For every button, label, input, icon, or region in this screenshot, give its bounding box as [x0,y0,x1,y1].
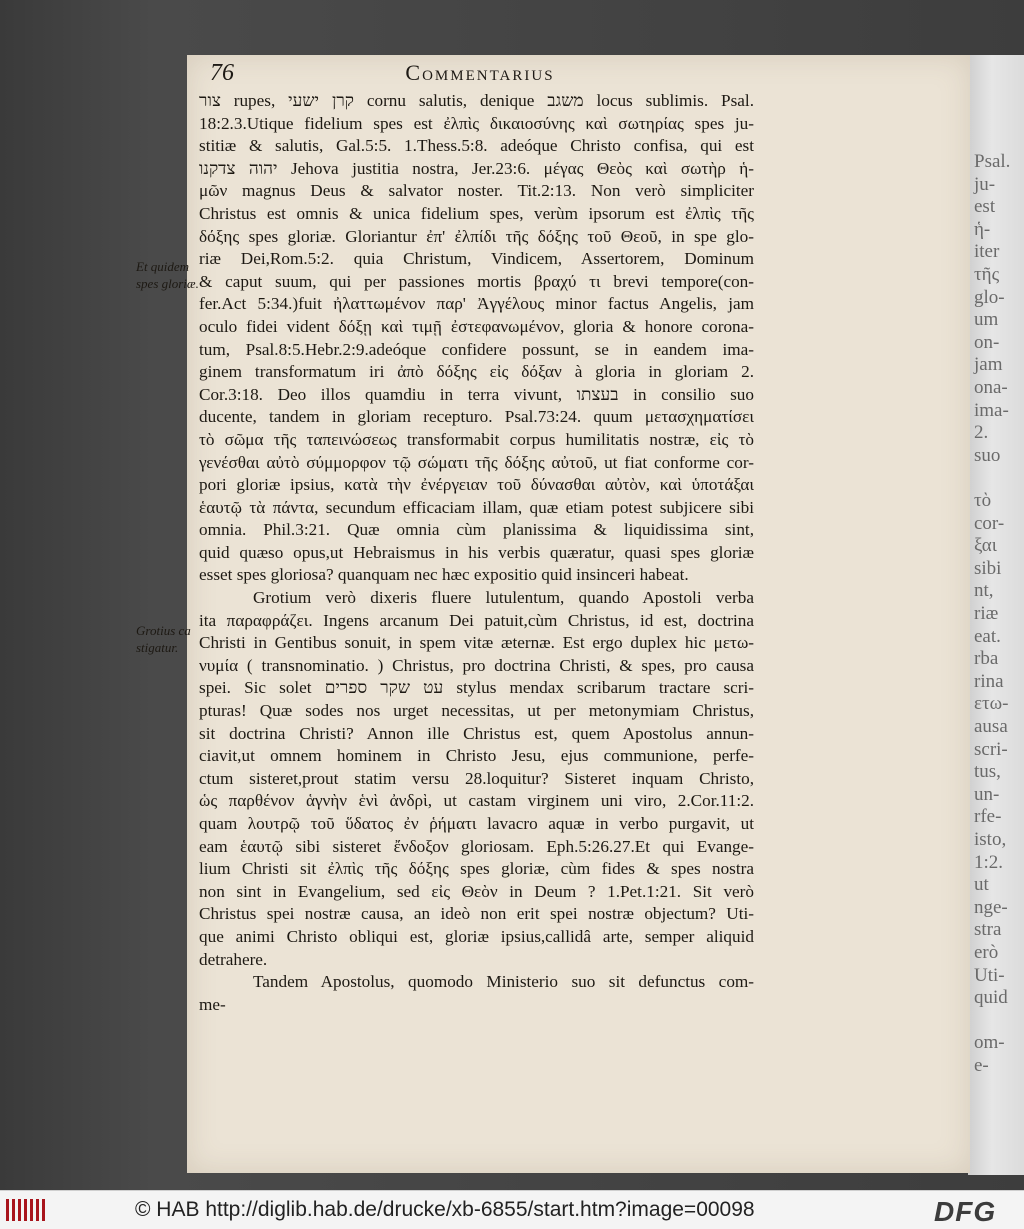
next-page-fragment: 2. [974,422,989,444]
next-page-edge [968,55,1024,1175]
hab-logo-icon[interactable] [6,1199,46,1221]
running-head: Commentarius [405,60,555,85]
next-page-fragment: iter [974,241,1000,263]
text-line: 18:2.3.Utique fidelium spes est ἐλπὶς δικαιοσύνης καὶ σωτηρίας spes ju- [199,113,754,133]
text-line: ducente, tandem in gloriam recepturo. Psal.73:24. quum μετασχηματίσει [199,407,754,427]
next-page-fragment: stra [974,919,1002,941]
page-header [210,60,750,90]
text-line: ὡς παρθένον ἁγνὴν ἑνὶ ἀνδρὶ, ut castam virginem uni viro, 2.Cor.11:2. [199,791,754,811]
margin-note-spes-gloriae: Et quidem spes gloriæ. [136,259,199,291]
next-page-fragment: e- [974,1055,989,1076]
page-number: 76 [210,60,234,86]
next-page-fragment: ἡ- [974,218,991,240]
body-text [199,90,754,1016]
text-line: Christi in Gentibus sonuit, in spem vitæ æternæ. Est ergo duplex hic μετω- [199,633,754,653]
next-page-fragment: τὸ [974,490,992,511]
text-line: Cor.3:18. Deo illos quamdiu in terra vivunt, בעצתו in consilio suo [199,384,754,404]
text-line: spei. Sic solet עט שקר ספרים stylus mendax scribarum tractare scri- [199,678,754,698]
text-line: eam ἑαυτῷ sibi sisteret ἔνδοξον gloriosam. Eph.5:26.27.Et qui Evange- [199,836,754,856]
next-page-fragment: glo- [974,286,1005,308]
text-line: צור rupes, קרן ישעי cornu salutis, denique משגב locus sublimis. Psal. [199,91,754,110]
text-line: & caput suum, qui per passiones mortis βραχύ τι brevi tempore(con- [199,271,754,291]
text-line: δόξης spes gloriæ. Gloriantur ἐπ' ἐλπίδι τῆς δόξης τοῦ Θεοῦ, in spe glo- [199,226,754,246]
text-line: Tandem Apostolus, quomodo Ministerio suo sit defunctus com- [253,972,754,992]
next-page-fragment: tus, [974,761,1001,783]
next-page-fragment: scri- [974,738,1008,760]
text-line: oculo fidei vident δόξῃ καὶ τιμῇ ἐστεφανωμένον, gloria & honore corona- [199,316,754,336]
next-page-fragment: isto, [974,829,1007,850]
next-page-fragment: jam [974,354,1003,376]
text-line: pori gloriæ ipsius, κατὰ τὴν ἐνέργειαν τοῦ δύνασθαι αὐτὸν, καὶ ὑποτάξαι [199,475,754,495]
next-page-fragment: rba [974,648,999,670]
text-line: quid quæso opus,ut Hebraismus in his verbis quæratur, quasi spes gloriæ [199,542,754,562]
text-line: esset spes gloriosa? quanquam nec hæc expositio quid insinceri habeat. [199,565,689,585]
next-page-fragment: nt, [974,580,994,602]
text-line: fer.Act 5:34.)fuit ἠλαττωμένον παρ' Ἀγγέλους minor factus Angelis, jam [199,294,754,314]
text-line: ctum sisteret,prout statim versu 28.loquitur? Sisteret inquam Christo, [199,768,754,788]
next-page-fragment: ετω- [974,693,1009,715]
next-page-fragment: sibi [974,557,1002,579]
text-line: ἑαυτῷ τὰ πάντα, secundum efficaciam illam, quæ etiam potest subjicere sibi [199,497,754,517]
next-page-fragment: rina [974,670,1004,692]
text-line: γενέσθαι αὐτὸ σύμμορφον τῷ σώματι τῆς δόξης αὐτοῦ, ut fiat conforme cor- [199,452,754,472]
text-line: Christus spei nostræ causa, an ideò non erit spei nostræ objectum? Uti- [199,904,754,924]
text-line: pturas! Quæ sodes nos urget necessitas, ut per metonymiam Christus, [199,701,754,721]
text-line: tum, Psal.8:5.Hebr.2:9.adeóque confidere possunt, se in eandem ima- [199,339,754,359]
next-page-fragment: ima- [974,399,1009,421]
next-page-fragment: rfe- [974,806,1002,828]
next-page-fragment: suo [974,444,1001,466]
text-line: me- [199,994,226,1014]
next-page-fragment: Psal. [974,151,1011,172]
text-line: omnia. Phil.3:21. Quæ omnia cùm planissima & liquidissima sint, [199,520,754,540]
next-page-fragment: ξαι [974,535,997,557]
text-line: τὸ σῶμα τῆς ταπεινώσεως transformabit corpus humilitatis nostræ, εἰς τὸ [199,429,754,449]
footer-bar [0,1190,1024,1229]
next-page-fragment: ju- [974,173,996,195]
dfg-logo[interactable]: DFG [934,1196,997,1227]
next-page-fragment: est [974,196,996,218]
text-line: ginem transformatum iri ἀπὸ δόξης εἰς δόξαν à gloria in gloriam 2. [199,362,754,382]
next-page-fragment: ona- [974,377,1008,398]
text-line: detrahere. [199,949,268,969]
next-page-fragment: ausa [974,716,1008,737]
next-page-fragment: Uti- [974,964,1005,986]
text-line: Christus est omnis & unica fidelium spes, verùm ipsorum est ἐλπὶς τῆς [199,203,754,223]
next-page-fragment: on- [974,331,1000,353]
next-page-fragment: nge- [974,896,1008,918]
text-line: non sint in Evangelium, sed εἰς Θεὸν in Deum ? 1.Pet.1:21. Sit verò [199,881,754,901]
next-page-fragment: om- [974,1032,1005,1054]
text-line: ciavit,ut omnem hominem in Christo Jesu, ejus communione, perfe- [199,746,754,766]
next-page-fragment: eat. [974,625,1001,647]
copyright-link[interactable]: © HAB http://diglib.hab.de/drucke/xb-6855/start.htm?image=00098 [135,1198,755,1221]
next-page-fragment: um [974,309,999,331]
text-line: Grotium verò dixeris fluere lutulentum, quando Apostoli verba [253,588,754,608]
text-line: stitiæ & salutis, Gal.5:5. 1.Thess.5:8. adeóque Christo confisa, qui est [199,136,754,156]
text-line: μῶν magnus Deus & salvator noster. Tit.2:13. Non verò simpliciter [199,181,754,201]
text-line: quam λουτρῷ τοῦ ὕδατος ἐν ῥήματι lavacro aquæ in verbo purgavit, ut [199,814,754,833]
text-line: νυμία ( transnominatio. ) Christus, pro doctrina Christi, & spes, pro causa [199,655,754,675]
margin-note-grotius: Grotius ca stigatur. [136,623,191,655]
next-page-fragment: 1:2. [974,851,1004,873]
text-line: que animi Christo obliqui est, gloriæ ipsius,callidâ arte, semper aliquid [199,926,754,946]
text-line: ita παραφράζει. Ingens arcanum Dei patuit,cùm Christus, id est, doctrina [199,610,754,630]
text-line: riæ Dei,Rom.5:2. quia Christum, Vindicem, Assertorem, Dominum [199,249,754,269]
next-page-fragment: quid [974,987,1008,1009]
next-page-fragment: un- [974,783,1000,805]
next-page-fragment: ut [974,874,989,896]
next-page-fragment: erò [974,942,999,963]
next-page-fragment: riæ [974,603,999,624]
text-line: יהוה צדקנו Jehova justitia nostra, Jer.23:6. μέγας Θεὸς καὶ σωτὴρ ἡ- [199,158,754,178]
text-line: sit doctrina Christi? Annon ille Christus est, quem Apostolus annun- [199,723,754,743]
next-page-fragment: cor- [974,512,1005,534]
text-line: lium Christi sit ἐλπὶς τῆς δόξης spes gloriæ, cùm fides & spes nostra [199,859,754,879]
next-page-fragment: τῆς [974,264,1000,285]
